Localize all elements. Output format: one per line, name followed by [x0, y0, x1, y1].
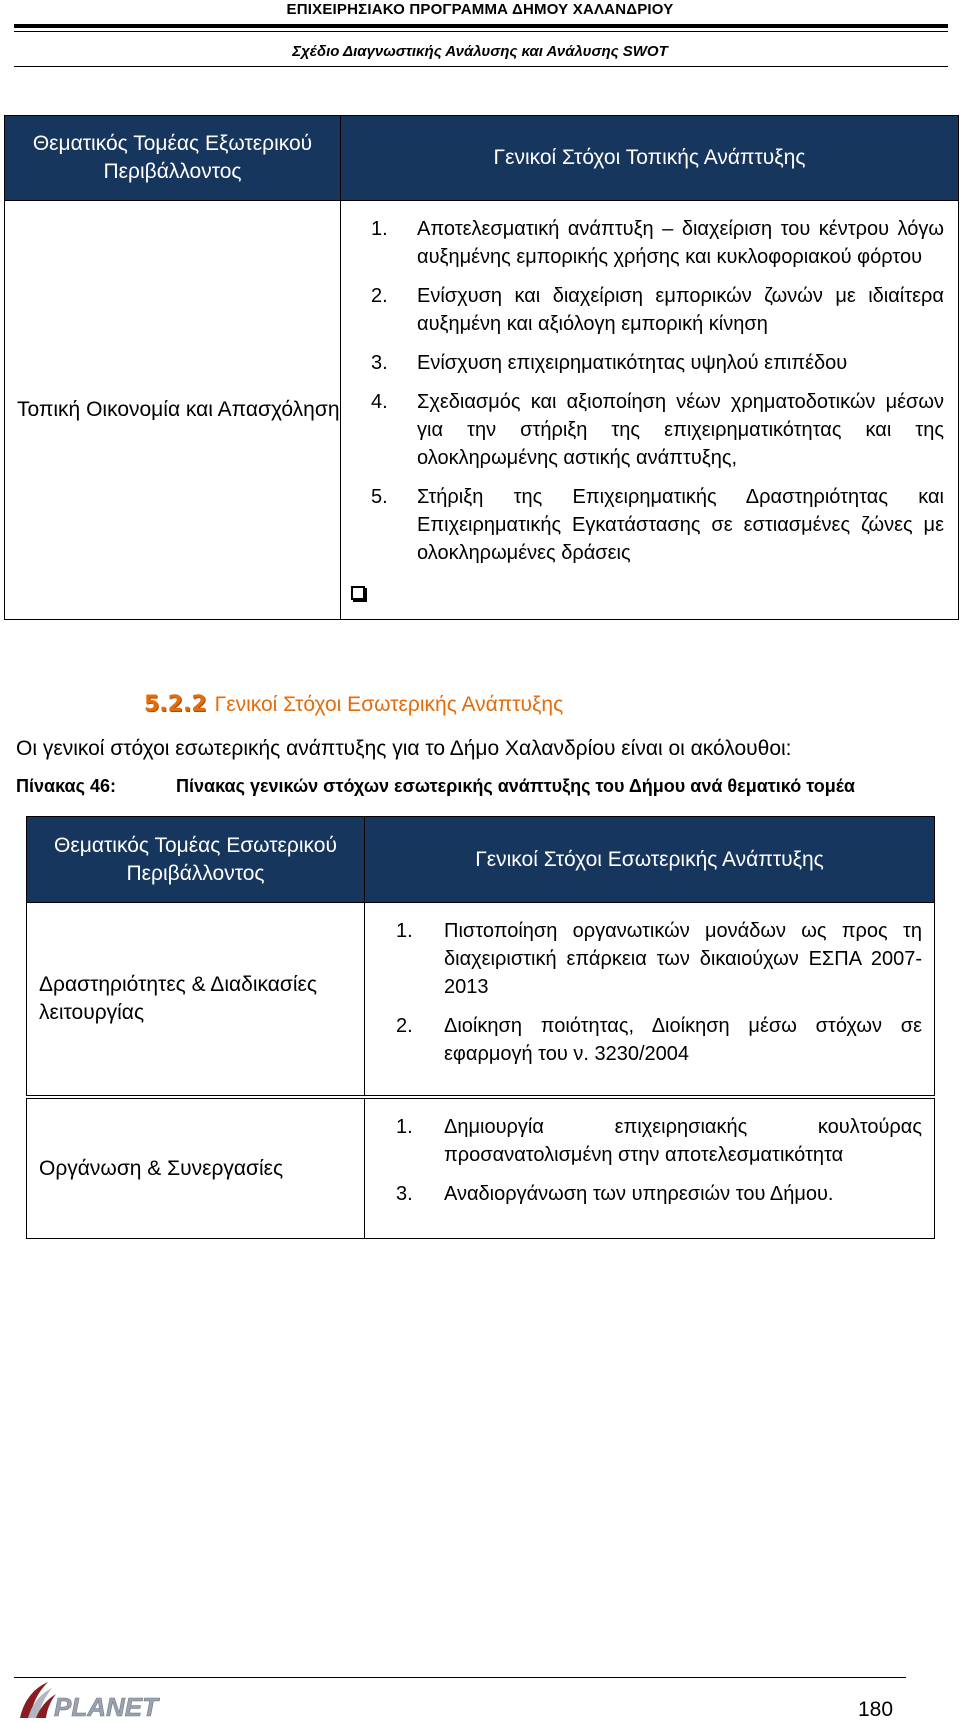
- section-heading: 5.2.2 Γενικοί Στόχοι Εσωτερικής Ανάπτυξης: [144, 692, 564, 717]
- document-header-subtitle: Σχέδιο Διαγνωστικής Ανάλυσης και Ανάλυσης SWOT: [292, 43, 668, 60]
- header-rule-thin: [14, 31, 948, 32]
- list-item: 1. Πιστοποίηση οργανωτικών μονάδων ως προς τη διαχειριστική επάρκεια των δικαιούχων ΕΣΠΑ 2007-2013: [396, 920, 922, 998]
- list-item: 1. Δημιουργία επιχειρησιακής κουλτούρας προσανατολισμένη στην αποτελεσματικότητα: [396, 1116, 922, 1166]
- table2-sector-cell: Δραστηριότητες & Διαδικασίες λειτουργίας: [27, 903, 365, 1096]
- table1-goals-cell: [341, 201, 959, 620]
- table2-header-sector: Θεματικός Τομέας Εσωτερικού Περιβάλλοντος: [27, 817, 365, 903]
- table2-goals-cell: [365, 903, 935, 1096]
- list-item: 3. Αναδιοργάνωση των υπηρεσιών του Δήμου.: [396, 1183, 834, 1205]
- table2-goals-cell: [365, 1099, 935, 1239]
- table1-sector-cell: Τοπική Οικονομία και Απασχόληση: [5, 201, 341, 620]
- table2-header-goals: Γενικοί Στόχοι Εσωτερικής Ανάπτυξης: [365, 817, 935, 903]
- table-caption-text: Πίνακας γενικών στόχων εσωτερικής ανάπτυξης του Δήμου ανά θεματικό τομέα: [176, 776, 855, 796]
- section-intro: Οι γενικοί στόχοι εσωτερικής ανάπτυξης για το Δήμο Χαλανδρίου είναι οι ακόλουθοι:: [16, 737, 792, 760]
- list-item: 2. Ενίσχυση και διαχείριση εμπορικών ζωνών με ιδιαίτερα αυξημένη και αξιόλογη εμπορική κίνηση: [371, 285, 944, 335]
- table1-header-goals: Γενικοί Στόχοι Τοπικής Ανάπτυξης: [341, 116, 959, 201]
- table1-header-sector: Θεματικός Τομέας Εξωτερικού Περιβάλλοντος: [5, 116, 341, 201]
- list-item: 1. Αποτελεσματική ανάπτυξη – διαχείριση του κέντρου λόγω αυξημένης εμπορικής χρήσης και κυκλοφοριακού φόρτου: [371, 218, 944, 268]
- table2-sector-cell: Οργάνωση & Συνεργασίες: [27, 1099, 365, 1239]
- table-caption-label: Πίνακας 46:: [16, 776, 116, 796]
- document-header-title: ΕΠΙΧΕΙΡΗΣΙΑΚΟ ΠΡΟΓΡΑΜΜΑ ΔΗΜΟΥ ΧΑΛΑΝΔΡΙΟΥ: [286, 1, 674, 18]
- table1-goals-list: [341, 215, 944, 567]
- checkbox-bullet-icon: [351, 586, 365, 600]
- page-number: 180: [858, 1698, 894, 1721]
- local-development-goals-table: [4, 115, 959, 620]
- table-row: [27, 903, 935, 1096]
- list-item: 5. Στήριξη της Επιχειρηματικής Δραστηριότητας και Επιχειρηματικής Εγκατάστασης σε εστιασμένες ζώνες με ολοκληρωμένες δράσεις: [371, 486, 944, 564]
- table-row: [27, 1099, 935, 1239]
- header-rule-thick: [14, 24, 948, 28]
- list-item: 3. Ενίσχυση επιχειρηματικότητας υψηλού επιπέδου: [371, 352, 848, 374]
- planet-logo: [14, 1680, 174, 1720]
- list-item: 2. Διοίκηση ποιότητας, Διοίκηση μέσω στόχων σε εφαρμογή του ν. 3230/2004: [396, 1015, 922, 1065]
- header-rule-bottom: [14, 66, 948, 67]
- list-item: 4. Σχεδιασμός και αξιοποίηση νέων χρηματοδοτικών μέσων για την στήριξη της επιχειρηματικότητας και της ολοκληρωμένης αστικής ανάπτυξης,: [371, 391, 944, 469]
- internal-development-goals-table: [26, 816, 935, 1239]
- footer-rule: [14, 1677, 906, 1678]
- logo-wordmark: PLANET: [54, 1692, 158, 1720]
